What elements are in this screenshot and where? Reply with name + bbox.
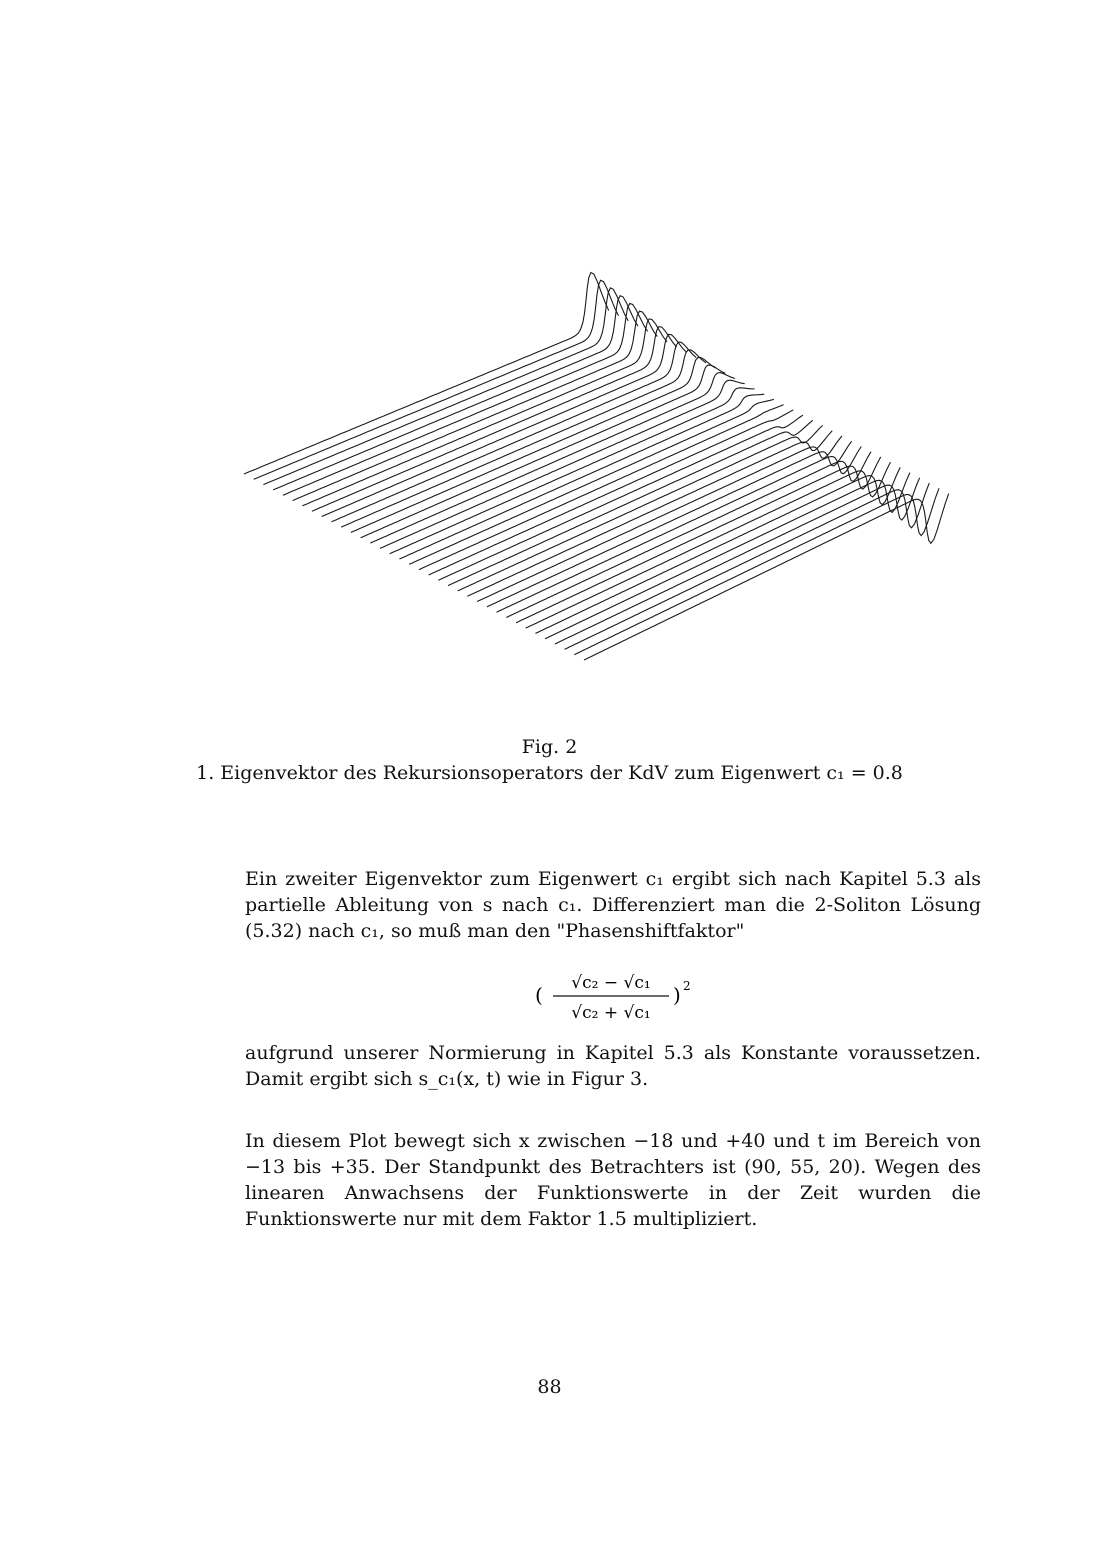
surface-profile-line: [312, 327, 677, 512]
surface-profile-line: [574, 488, 939, 654]
surface-profile-line: [584, 494, 949, 661]
surface-profile-line: [506, 452, 871, 618]
paragraph-2: aufgrund unserer Normierung in Kapitel 5.3 als Konstante voraussetzen. Damit ergibt sich s_c₁(x, t) wie in Figur 3.: [245, 1042, 981, 1090]
surface-profile-line: [565, 483, 930, 649]
eigenvector-surface-plot: [0, 0, 1099, 700]
figure-caption: 1. Eigenvektor des Rekursionsoperators der KdV zum Eigenwert c₁ = 0.8: [196, 762, 903, 784]
formula-numerator: √c₂ − √c₁: [571, 973, 651, 993]
formula-exponent: 2: [683, 979, 691, 993]
surface-profile-line: [351, 358, 716, 533]
page-number: 88: [537, 1376, 562, 1398]
surface-profile-line: [409, 399, 774, 564]
surface-profile-line: [263, 288, 628, 485]
formula-close-paren: ): [673, 983, 681, 1007]
figure-label: Fig. 2: [521, 736, 578, 758]
formula-open-paren: (: [535, 983, 543, 1007]
paragraph-1: Ein zweiter Eigenvektor zum Eigenwert c₁ ergibt sich nach Kapitel 5.3 als partielle Ableitung von s nach c₁. Differenziert man die 2-Soliton Lösung (5.32) nach c₁, so muß man den "Phasenshiftfaktor": [245, 868, 981, 942]
paragraph-3: In diesem Plot bewegt sich x zwischen −18 und +40 und t im Bereich von −13 bis +35. Der Standpunkt des Betrachters ist (90, 55, 20). Wegen des linearen Anwachsens der Funktionswerte in der Zeit wurden die Funktionswerte nur mit dem Faktor 1.5 multipliziert.: [245, 1130, 981, 1230]
surface-profile-line: [322, 334, 687, 516]
surface-profile-line: [419, 405, 784, 570]
surface-profile-line: [293, 311, 658, 500]
surface-profile-line: [302, 319, 667, 506]
phase-shift-formula: [535, 964, 695, 1030]
formula-denominator: √c₂ + √c₁: [571, 1003, 651, 1023]
surface-profile-line: [273, 296, 638, 490]
surface-profile-line: [254, 280, 619, 479]
surface-profile-line: [429, 410, 794, 575]
surface-profile-line: [497, 447, 862, 613]
surface-profile-line: [370, 373, 735, 543]
